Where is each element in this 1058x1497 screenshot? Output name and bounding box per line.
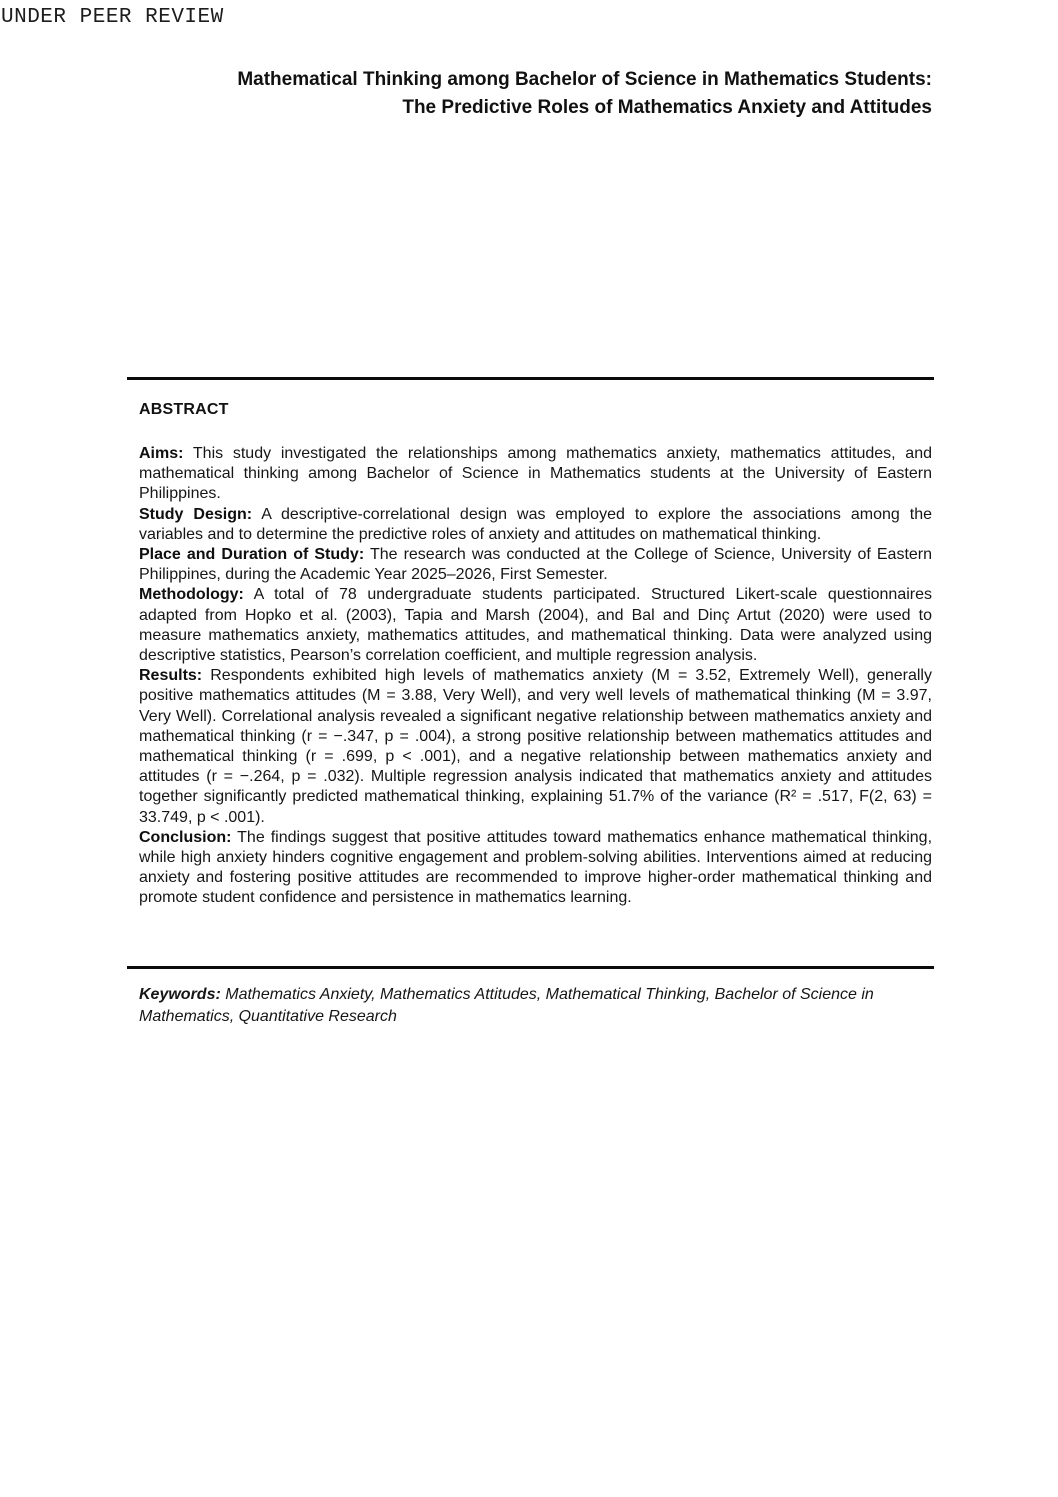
keywords-line bbox=[139, 984, 932, 1027]
abstract-section-conclusion-text: The findings suggest that positive attitudes toward mathematics enhance mathematical thinking, while high anxiety hinders cognitive engagement and problem-solving abilities. Interventions aimed at reducing anxiety and fostering positive attitudes are recommended to improve higher-order mathematical thinking and promote student confidence and persistence in mathematics learning. bbox=[139, 828, 933, 907]
abstract-heading: ABSTRACT bbox=[139, 401, 229, 418]
keywords-label: Keywords: bbox=[139, 986, 221, 1003]
abstract-section-aims-label: Aims: bbox=[139, 445, 184, 462]
peer-review-banner: UNDER PEER REVIEW bbox=[1, 6, 224, 29]
abstract-section-methodology-text: A total of 78 undergraduate students participated. Structured Likert-scale questionnaires adapted from Hopko et al. (2003), Tapia and Marsh (2004), and Bal and Dinç Artut (2020) were used to measure mathematics anxiety, mathematics attitudes, and mathematical thinking. Data were analyzed using descriptive statistics, Pearson’s correlation coefficient, and multiple regression analysis. bbox=[139, 586, 932, 665]
abstract-section-results-label: Results: bbox=[139, 667, 203, 685]
abstract-section-aims bbox=[139, 444, 932, 505]
abstract-body bbox=[139, 444, 932, 909]
paper-title bbox=[62, 66, 932, 122]
abstract-section-methodology-label: Methodology: bbox=[139, 586, 244, 604]
paper-title-line1: Mathematical Thinking among Bachelor of Science in Mathematics Students: bbox=[237, 69, 932, 90]
abstract-section-study-design-text: A descriptive-correlational design was employed to explore the associations among the variables and to determine the predictive roles of anxiety and attitudes on mathematical thinking. bbox=[139, 505, 933, 543]
abstract-section-conclusion-label: Conclusion: bbox=[139, 828, 232, 846]
abstract-bottom-rule bbox=[127, 966, 934, 969]
abstract-section-study-design bbox=[139, 505, 932, 545]
abstract-section-place-duration bbox=[139, 545, 932, 585]
abstract-top-rule bbox=[127, 377, 934, 380]
abstract-section-place-duration-text: The research was conducted at the College of Science, University of Eastern Philippines, during the Academic Year 2025–2026, First Semester. bbox=[139, 546, 933, 584]
abstract-section-results-text: Respondents exhibited high levels of mathematics anxiety (M = 3.52, Extremely Well), generally positive mathematics attitudes (M = 3.88, Very Well), and very well levels of mathematical thinking (M = 3.97, Very Well). Correlational analysis revealed a significant negative relationship between mathematics anxiety and mathematical thinking (r = −.347, p = .004), a strong positive relationship between mathematics attitudes and mathematical thinking (r = .699, p < .001), and a negative relationship between mathematics anxiety and attitudes (r = −.264, p = .032). Multiple regression analysis indicated that mathematics anxiety and attitudes together significantly predicted mathematical thinking, explaining 51.7% of the variance (R² = .517, F(2, 63) = 33.749, p < .001). bbox=[139, 667, 932, 826]
keywords-text: Mathematics Anxiety, Mathematics Attitudes, Mathematical Thinking, Bachelor of Science in Mathematics, Quantitative Research bbox=[139, 986, 874, 1025]
abstract-section-results bbox=[139, 666, 932, 828]
abstract-section-conclusion bbox=[139, 828, 932, 909]
abstract-section-aims-text: This study investigated the relationships among mathematics anxiety, mathematics attitudes, and mathematical thinking among Bachelor of Science in Mathematics students at the University of Eastern Philippines. bbox=[139, 445, 933, 503]
abstract-section-place-duration-label: Place and Duration of Study: bbox=[139, 546, 365, 564]
paper-title-line2: The Predictive Roles of Mathematics Anxiety and Attitudes bbox=[402, 97, 932, 118]
abstract-section-study-design-label: Study Design: bbox=[139, 505, 253, 523]
abstract-section-methodology bbox=[139, 585, 932, 666]
